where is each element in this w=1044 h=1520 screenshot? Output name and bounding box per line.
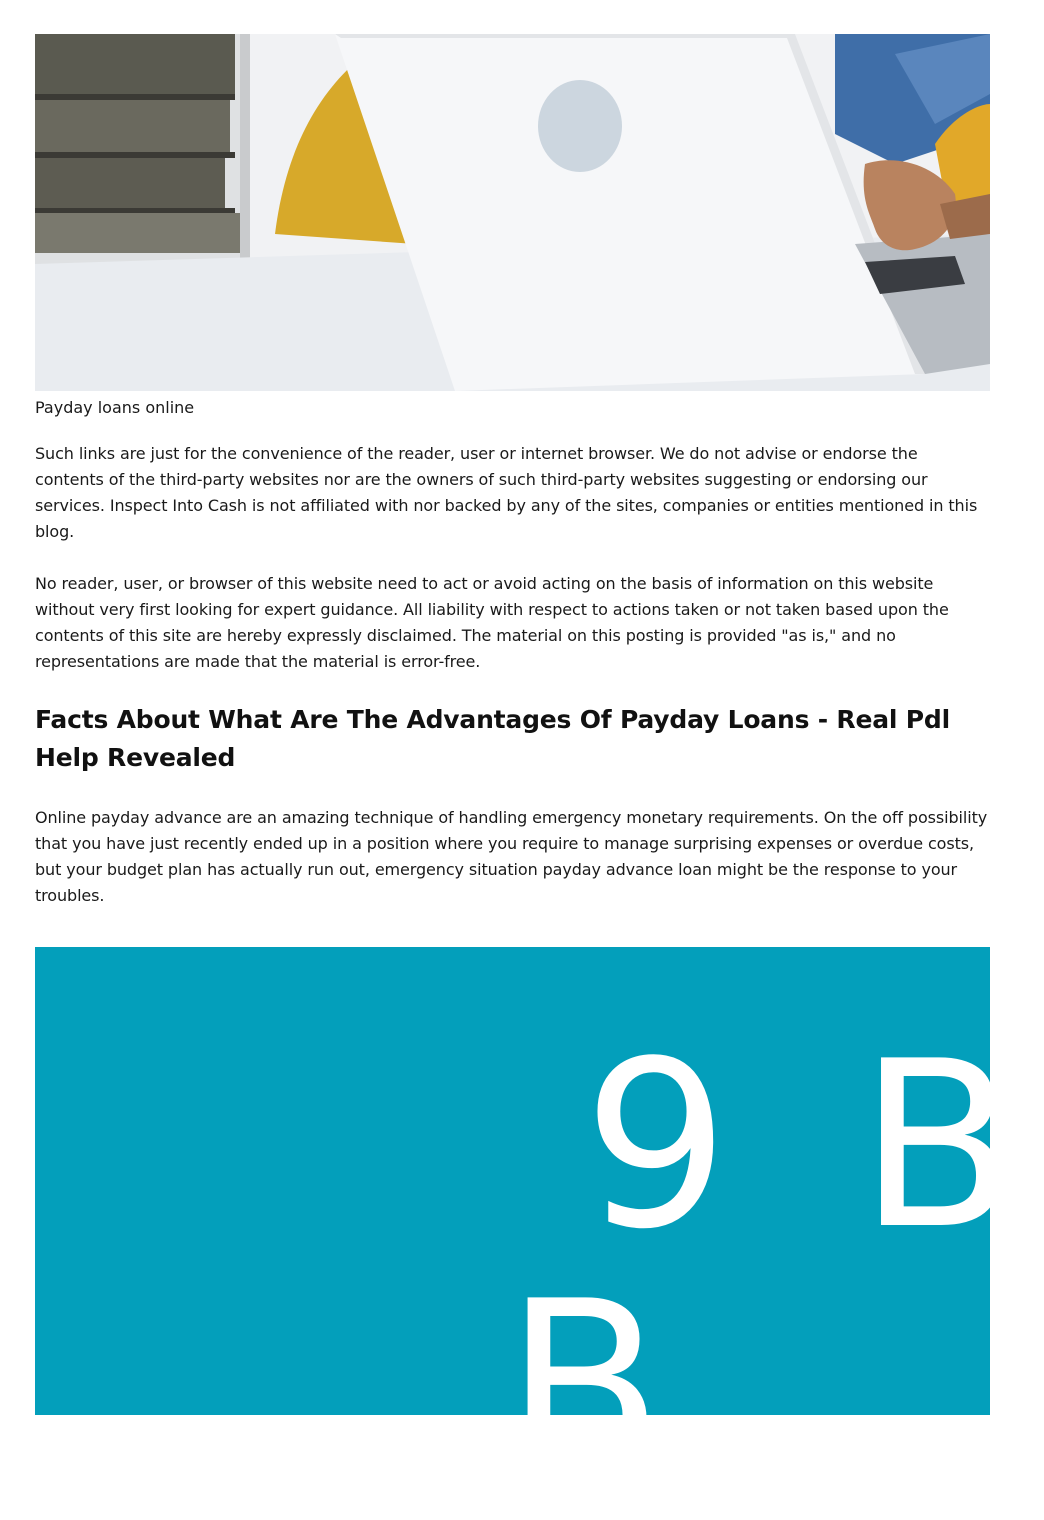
laptop-photo [35,34,990,391]
promo-banner-image [35,947,1044,1520]
image-caption: Payday loans online [35,398,195,417]
banner-text-line-2: B [505,1253,663,1520]
disclaimer-paragraph-1: Such links are just for the convenience of the reader, user or internet browser. We do not advise or endorse the contents of the third-party websites nor are the owners of such third-party websites suggesting or endorsing our services. Inspect Into Cash is not affiliated with nor backed by any of the sites, companies or entities mentioned in this blog. [35,444,978,541]
disclaimer-paragraph-2: No reader, user, or browser of this website need to act or avoid acting on the basis of information on this website without very first looking for expert guidance. All liability with respect to actions taken or not taken based upon the contents of this site are hereby expressly disclaimed. The material on this posting is provided "as is," and no representations are made that the material is error-free. [35,574,949,671]
section-heading: Facts About What Are The Advantages Of Payday Loans - Real Pdl Help Revealed [35,705,950,772]
banner-text-line-1: 9 B [583,1013,1044,1280]
intro-paragraph: Online payday advance are an amazing technique of handling emergency monetary requirements. On the off possibility that you have just recently ended up in a position where you require to manage surprising expenses or overdue costs, but your budget plan has actually run out, emergency situation payday advance loan might be the response to your troubles. [35,808,988,905]
article-page [35,34,990,909]
